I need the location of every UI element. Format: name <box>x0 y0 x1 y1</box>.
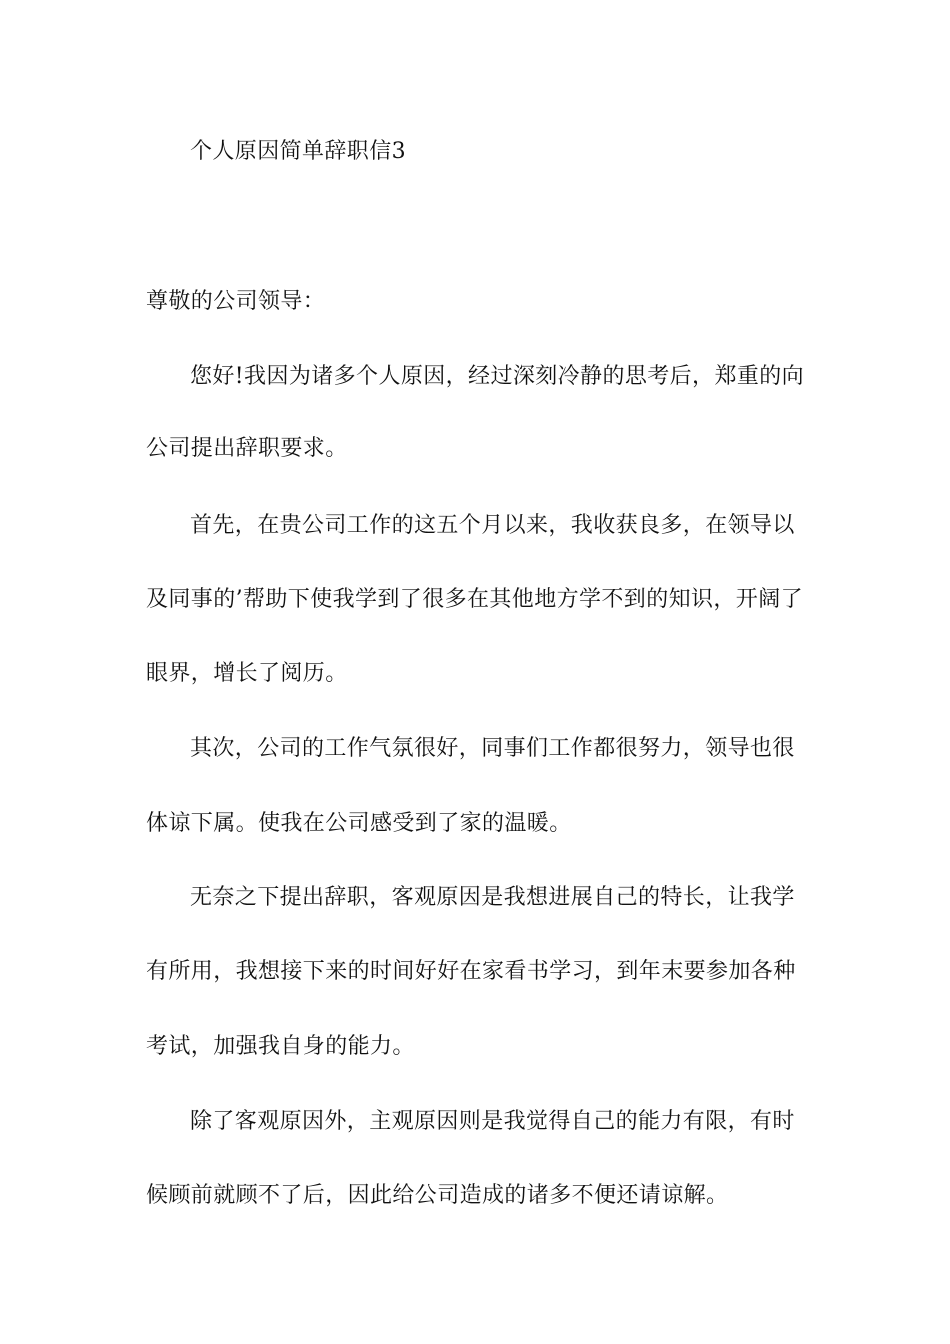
paragraph-line: 首先，在贵公司工作的这五个月以来，我收获良多，在领导以 <box>190 513 795 538</box>
paragraph-line: 其次，公司的工作气氛很好，同事们工作都很努力，领导也很 <box>190 736 795 761</box>
paragraph-line: 体谅下属。使我在公司感受到了家的温暖。 <box>146 811 572 836</box>
paragraph-line: 眼界，增长了阅历。 <box>146 661 348 686</box>
paragraph-line: 除了客观原因外，主观原因则是我觉得自己的能力有限，有时 <box>190 1109 795 1134</box>
paragraph-line: 候顾前就顾不了后，因此给公司造成的诸多不便还请谅解。 <box>146 1183 729 1208</box>
document-title: 个人原因简单辞职信3 <box>190 139 406 164</box>
salutation: 尊敬的公司领导： <box>146 289 326 314</box>
paragraph-line: 您好!我因为诸多个人原因，经过深刻冷静的思考后，郑重的向 <box>190 364 805 389</box>
paragraph-line: 考试，加强我自身的能力。 <box>146 1034 415 1059</box>
paragraph-line: 无奈之下提出辞职，客观原因是我想进展自己的特长，让我学 <box>190 885 795 910</box>
paragraph-line: 有所用，我想接下来的时间好好在家看书学习，到年末要参加各种 <box>146 959 796 984</box>
paragraph-line: 及同事的’帮助下使我学到了很多在其他地方学不到的知识，开阔了 <box>146 587 803 612</box>
paragraph-line: 公司提出辞职要求。 <box>146 436 348 461</box>
